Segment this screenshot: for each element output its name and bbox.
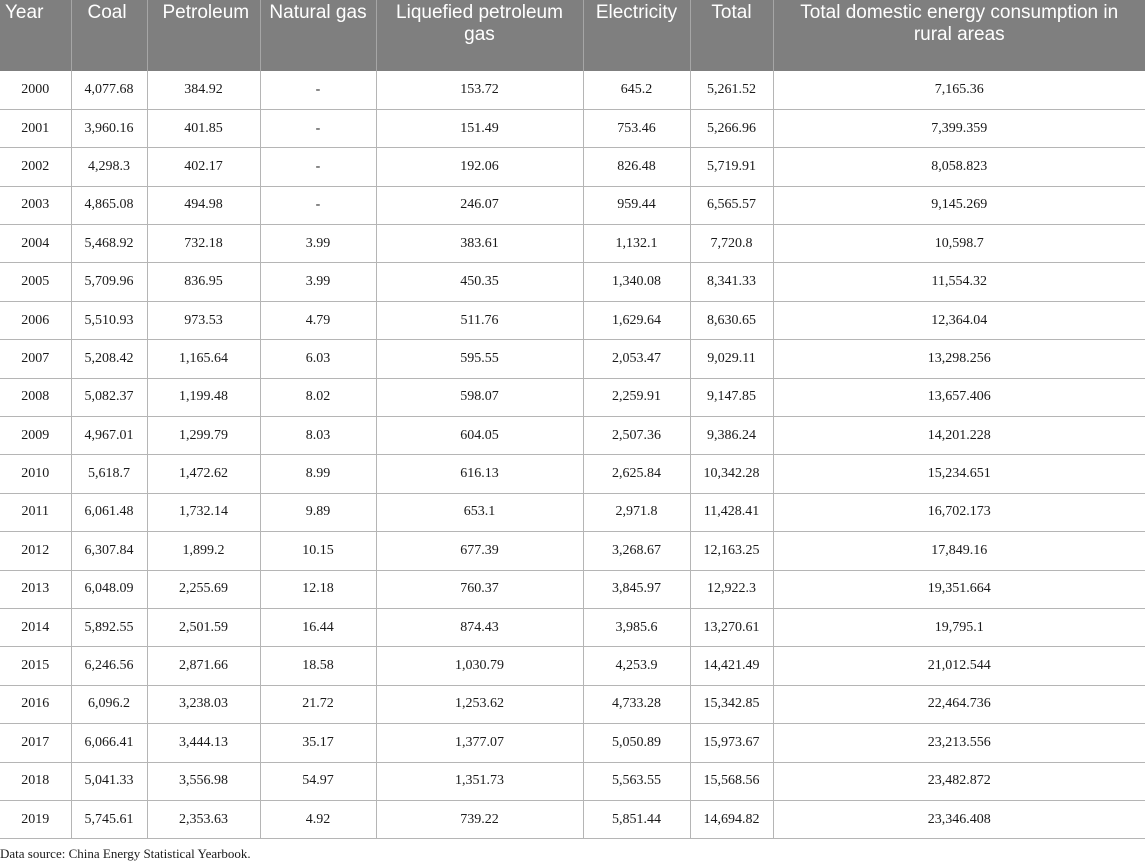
cell-lpg: 604.05 — [376, 417, 583, 455]
header-coal: Coal — [71, 0, 147, 71]
cell-coal: 4,077.68 — [71, 71, 147, 109]
cell-year: 2000 — [0, 71, 71, 109]
cell-coal: 6,048.09 — [71, 570, 147, 608]
header-petroleum: Petroleum — [147, 0, 260, 71]
cell-petroleum: 3,238.03 — [147, 685, 260, 723]
cell-total: 12,163.25 — [690, 532, 773, 570]
cell-year: 2005 — [0, 263, 71, 301]
cell-petroleum: 401.85 — [147, 109, 260, 147]
cell-coal: 5,082.37 — [71, 378, 147, 416]
cell-year: 2013 — [0, 570, 71, 608]
cell-natural-gas: 54.97 — [260, 762, 376, 800]
cell-coal: 5,745.61 — [71, 800, 147, 838]
table-row — [0, 455, 1145, 493]
cell-petroleum: 2,501.59 — [147, 608, 260, 646]
table-row — [0, 186, 1145, 224]
cell-lpg: 1,377.07 — [376, 724, 583, 762]
cell-electricity: 1,629.64 — [583, 301, 690, 339]
cell-natural-gas: 8.03 — [260, 417, 376, 455]
cell-total: 8,630.65 — [690, 301, 773, 339]
cell-electricity: 3,845.97 — [583, 570, 690, 608]
cell-coal: 5,468.92 — [71, 225, 147, 263]
cell-lpg: 151.49 — [376, 109, 583, 147]
cell-total: 15,342.85 — [690, 685, 773, 723]
cell-petroleum: 1,299.79 — [147, 417, 260, 455]
cell-electricity: 959.44 — [583, 186, 690, 224]
cell-year: 2006 — [0, 301, 71, 339]
cell-rural-total: 7,399.359 — [773, 109, 1145, 147]
cell-natural-gas: 35.17 — [260, 724, 376, 762]
cell-year: 2009 — [0, 417, 71, 455]
cell-coal: 5,892.55 — [71, 608, 147, 646]
cell-electricity: 2,625.84 — [583, 455, 690, 493]
cell-petroleum: 2,353.63 — [147, 800, 260, 838]
cell-lpg: 739.22 — [376, 800, 583, 838]
cell-year: 2017 — [0, 724, 71, 762]
cell-rural-total: 23,482.872 — [773, 762, 1145, 800]
cell-electricity: 4,253.9 — [583, 647, 690, 685]
cell-rural-total: 8,058.823 — [773, 148, 1145, 186]
table-row — [0, 148, 1145, 186]
cell-natural-gas: 12.18 — [260, 570, 376, 608]
cell-petroleum: 2,871.66 — [147, 647, 260, 685]
cell-petroleum: 1,899.2 — [147, 532, 260, 570]
cell-petroleum: 1,199.48 — [147, 378, 260, 416]
cell-electricity: 1,340.08 — [583, 263, 690, 301]
cell-petroleum: 2,255.69 — [147, 570, 260, 608]
cell-lpg: 1,030.79 — [376, 647, 583, 685]
cell-total: 8,341.33 — [690, 263, 773, 301]
table-row — [0, 417, 1145, 455]
cell-year: 2007 — [0, 340, 71, 378]
cell-natural-gas: 4.92 — [260, 800, 376, 838]
cell-rural-total: 19,351.664 — [773, 570, 1145, 608]
cell-total: 5,261.52 — [690, 71, 773, 109]
cell-year: 2016 — [0, 685, 71, 723]
table-row — [0, 608, 1145, 646]
header-natural-gas: Natural gas — [260, 0, 376, 71]
cell-rural-total: 16,702.173 — [773, 493, 1145, 531]
cell-electricity: 5,050.89 — [583, 724, 690, 762]
cell-year: 2010 — [0, 455, 71, 493]
cell-total: 14,694.82 — [690, 800, 773, 838]
cell-year: 2004 — [0, 225, 71, 263]
cell-total: 6,565.57 — [690, 186, 773, 224]
cell-lpg: 595.55 — [376, 340, 583, 378]
cell-natural-gas: 21.72 — [260, 685, 376, 723]
cell-natural-gas: 6.03 — [260, 340, 376, 378]
cell-coal: 4,298.3 — [71, 148, 147, 186]
table-row — [0, 225, 1145, 263]
cell-natural-gas: - — [260, 71, 376, 109]
cell-electricity: 3,268.67 — [583, 532, 690, 570]
table-row — [0, 570, 1145, 608]
table-row — [0, 532, 1145, 570]
cell-natural-gas: - — [260, 186, 376, 224]
cell-lpg: 153.72 — [376, 71, 583, 109]
cell-year: 2008 — [0, 378, 71, 416]
cell-rural-total: 7,165.36 — [773, 71, 1145, 109]
table-row — [0, 378, 1145, 416]
table-row — [0, 71, 1145, 109]
cell-total: 10,342.28 — [690, 455, 773, 493]
header-year: Year — [0, 0, 71, 71]
cell-year: 2015 — [0, 647, 71, 685]
cell-total: 11,428.41 — [690, 493, 773, 531]
cell-total: 15,973.67 — [690, 724, 773, 762]
cell-rural-total: 12,364.04 — [773, 301, 1145, 339]
cell-lpg: 246.07 — [376, 186, 583, 224]
cell-petroleum: 1,732.14 — [147, 493, 260, 531]
cell-year: 2019 — [0, 800, 71, 838]
cell-petroleum: 973.53 — [147, 301, 260, 339]
cell-year: 2003 — [0, 186, 71, 224]
cell-lpg: 192.06 — [376, 148, 583, 186]
cell-petroleum: 836.95 — [147, 263, 260, 301]
cell-lpg: 511.76 — [376, 301, 583, 339]
header-lpg: Liquefied petroleum gas — [376, 0, 583, 71]
cell-coal: 5,041.33 — [71, 762, 147, 800]
cell-lpg: 1,351.73 — [376, 762, 583, 800]
cell-lpg: 450.35 — [376, 263, 583, 301]
header-total: Total — [690, 0, 773, 71]
table-row — [0, 647, 1145, 685]
cell-coal: 4,967.01 — [71, 417, 147, 455]
cell-electricity: 3,985.6 — [583, 608, 690, 646]
cell-natural-gas: - — [260, 148, 376, 186]
cell-lpg: 1,253.62 — [376, 685, 583, 723]
cell-coal: 5,709.96 — [71, 263, 147, 301]
cell-natural-gas: 4.79 — [260, 301, 376, 339]
cell-electricity: 753.46 — [583, 109, 690, 147]
cell-coal: 5,510.93 — [71, 301, 147, 339]
cell-total: 15,568.56 — [690, 762, 773, 800]
cell-petroleum: 1,472.62 — [147, 455, 260, 493]
header-row — [0, 0, 1145, 71]
cell-rural-total: 21,012.544 — [773, 647, 1145, 685]
cell-electricity: 826.48 — [583, 148, 690, 186]
cell-lpg: 760.37 — [376, 570, 583, 608]
cell-electricity: 2,053.47 — [583, 340, 690, 378]
cell-rural-total: 14,201.228 — [773, 417, 1145, 455]
cell-coal: 4,865.08 — [71, 186, 147, 224]
table-row — [0, 109, 1145, 147]
cell-electricity: 4,733.28 — [583, 685, 690, 723]
cell-total: 9,029.11 — [690, 340, 773, 378]
cell-electricity: 2,507.36 — [583, 417, 690, 455]
cell-total: 12,922.3 — [690, 570, 773, 608]
cell-coal: 6,307.84 — [71, 532, 147, 570]
cell-natural-gas: 18.58 — [260, 647, 376, 685]
cell-total: 13,270.61 — [690, 608, 773, 646]
table-row — [0, 301, 1145, 339]
cell-petroleum: 3,444.13 — [147, 724, 260, 762]
cell-coal: 6,066.41 — [71, 724, 147, 762]
cell-rural-total: 15,234.651 — [773, 455, 1145, 493]
cell-rural-total: 9,145.269 — [773, 186, 1145, 224]
cell-electricity: 2,971.8 — [583, 493, 690, 531]
table-row — [0, 340, 1145, 378]
cell-petroleum: 494.98 — [147, 186, 260, 224]
cell-coal: 5,208.42 — [71, 340, 147, 378]
cell-electricity: 645.2 — [583, 71, 690, 109]
cell-rural-total: 13,657.406 — [773, 378, 1145, 416]
cell-lpg: 653.1 — [376, 493, 583, 531]
cell-rural-total: 23,213.556 — [773, 724, 1145, 762]
cell-natural-gas: 3.99 — [260, 263, 376, 301]
cell-petroleum: 1,165.64 — [147, 340, 260, 378]
cell-total: 5,266.96 — [690, 109, 773, 147]
table-row — [0, 493, 1145, 531]
cell-petroleum: 402.17 — [147, 148, 260, 186]
table-row — [0, 762, 1145, 800]
source-note: Data source: China Energy Statistical Yearbook. — [0, 846, 251, 861]
cell-petroleum: 732.18 — [147, 225, 260, 263]
cell-natural-gas: - — [260, 109, 376, 147]
cell-lpg: 677.39 — [376, 532, 583, 570]
cell-year: 2012 — [0, 532, 71, 570]
header-electricity: Electricity — [583, 0, 690, 71]
cell-total: 14,421.49 — [690, 647, 773, 685]
cell-electricity: 5,851.44 — [583, 800, 690, 838]
header-rural-total: Total domestic energy consumption in rural areas — [773, 0, 1145, 71]
cell-rural-total: 10,598.7 — [773, 225, 1145, 263]
cell-lpg: 598.07 — [376, 378, 583, 416]
table-row — [0, 724, 1145, 762]
cell-coal: 6,096.2 — [71, 685, 147, 723]
cell-coal: 3,960.16 — [71, 109, 147, 147]
cell-natural-gas: 9.89 — [260, 493, 376, 531]
cell-total: 9,386.24 — [690, 417, 773, 455]
cell-petroleum: 3,556.98 — [147, 762, 260, 800]
cell-rural-total: 22,464.736 — [773, 685, 1145, 723]
cell-total: 5,719.91 — [690, 148, 773, 186]
cell-rural-total: 23,346.408 — [773, 800, 1145, 838]
cell-lpg: 616.13 — [376, 455, 583, 493]
cell-year: 2018 — [0, 762, 71, 800]
cell-rural-total: 13,298.256 — [773, 340, 1145, 378]
cell-electricity: 1,132.1 — [583, 225, 690, 263]
cell-natural-gas: 10.15 — [260, 532, 376, 570]
table-row — [0, 685, 1145, 723]
cell-coal: 5,618.7 — [71, 455, 147, 493]
cell-year: 2011 — [0, 493, 71, 531]
cell-total: 9,147.85 — [690, 378, 773, 416]
cell-year: 2014 — [0, 608, 71, 646]
table-header — [0, 0, 1145, 71]
cell-year: 2002 — [0, 148, 71, 186]
cell-coal: 6,246.56 — [71, 647, 147, 685]
cell-natural-gas: 16.44 — [260, 608, 376, 646]
cell-rural-total: 19,795.1 — [773, 608, 1145, 646]
cell-year: 2001 — [0, 109, 71, 147]
cell-lpg: 874.43 — [376, 608, 583, 646]
table-row — [0, 800, 1145, 838]
cell-petroleum: 384.92 — [147, 71, 260, 109]
cell-total: 7,720.8 — [690, 225, 773, 263]
table-body — [0, 71, 1145, 839]
cell-electricity: 5,563.55 — [583, 762, 690, 800]
cell-natural-gas: 8.02 — [260, 378, 376, 416]
cell-coal: 6,061.48 — [71, 493, 147, 531]
cell-rural-total: 17,849.16 — [773, 532, 1145, 570]
table-row — [0, 263, 1145, 301]
cell-natural-gas: 3.99 — [260, 225, 376, 263]
cell-rural-total: 11,554.32 — [773, 263, 1145, 301]
cell-natural-gas: 8.99 — [260, 455, 376, 493]
cell-electricity: 2,259.91 — [583, 378, 690, 416]
cell-lpg: 383.61 — [376, 225, 583, 263]
